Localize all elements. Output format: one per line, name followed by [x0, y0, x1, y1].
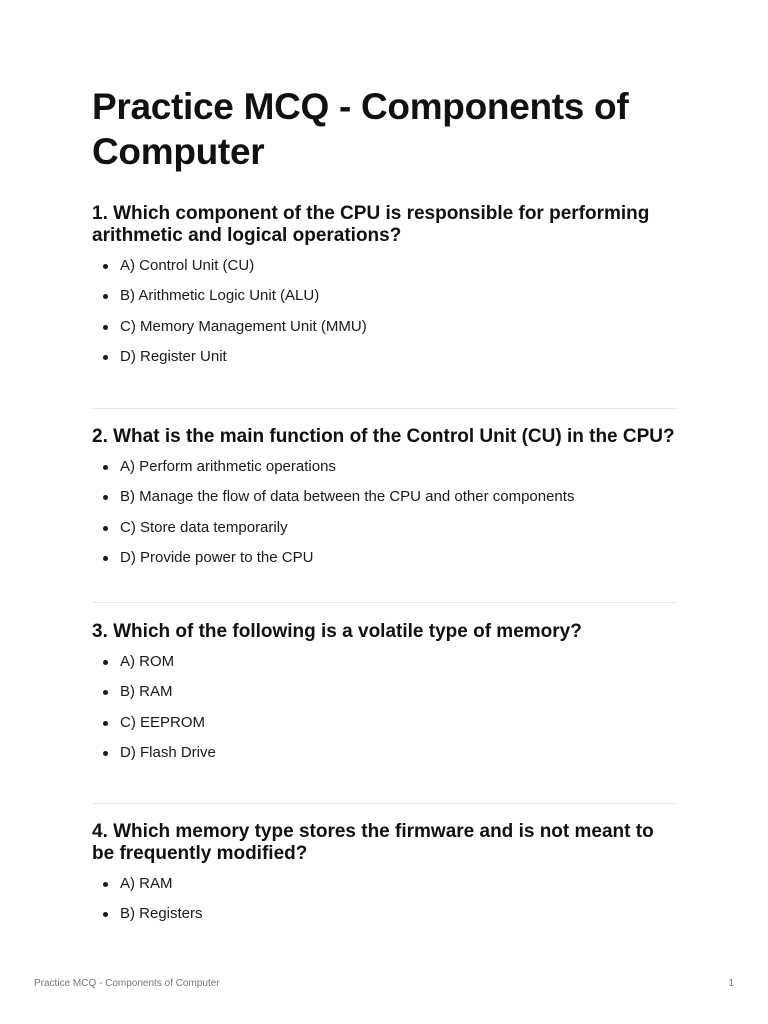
option-item — [92, 519, 677, 549]
option-item — [92, 488, 677, 518]
bullet-icon — [103, 660, 108, 665]
footer-page-number: 1 — [728, 978, 734, 989]
option-label: A) RAM — [120, 875, 173, 892]
options-list — [92, 875, 677, 936]
option-label: B) Arithmetic Logic Unit (ALU) — [120, 287, 320, 305]
option-label: C) Store data temporarily — [120, 518, 288, 536]
question-4 — [92, 821, 677, 936]
option-label: D) Flash Drive — [120, 743, 216, 761]
option-item — [92, 458, 677, 488]
bullet-icon — [103, 355, 108, 360]
bullet-icon — [103, 912, 108, 917]
question-2 — [92, 426, 677, 579]
option-label: B) Registers — [120, 905, 203, 923]
options-list — [92, 257, 677, 378]
option-item — [92, 905, 677, 935]
option-item — [92, 348, 677, 378]
divider — [92, 602, 677, 603]
question-text: 2. What is the main function of the Control Unit (CU) in the CPU? — [92, 426, 675, 447]
option-label: A) Control Unit (CU) — [120, 257, 255, 274]
option-label: C) Memory Management Unit (MMU) — [120, 317, 367, 335]
option-label: A) Perform arithmetic operations — [120, 458, 336, 475]
bullet-icon — [103, 526, 108, 531]
option-label: C) EEPROM — [120, 713, 206, 731]
question-1 — [92, 203, 677, 378]
option-item — [92, 714, 677, 744]
bullet-icon — [103, 556, 108, 561]
option-item — [92, 744, 677, 774]
option-item — [92, 318, 677, 348]
option-item — [92, 287, 677, 317]
divider — [92, 803, 677, 804]
question-text: 4. Which memory type stores the firmware and is not meant to be frequently modified? — [92, 821, 654, 864]
bullet-icon — [103, 294, 108, 299]
bullet-icon — [103, 465, 108, 470]
bullet-icon — [103, 264, 108, 269]
option-label: D) Register Unit — [120, 347, 227, 365]
question-text: 3. Which of the following is a volatile type of memory? — [92, 621, 582, 642]
divider — [92, 408, 677, 409]
option-label: B) RAM — [120, 683, 173, 701]
footer-title: Practice MCQ - Components of Computer — [34, 978, 220, 989]
bullet-icon — [103, 325, 108, 330]
question-text: 1. Which component of the CPU is responsible for performing arithmetic and logical operations? — [92, 203, 650, 246]
bullet-icon — [103, 690, 108, 695]
page-title: Practice MCQ - Components of Computer — [92, 86, 629, 172]
option-item — [92, 683, 677, 713]
option-item — [92, 549, 677, 579]
question-3 — [92, 621, 677, 774]
option-label: A) ROM — [120, 653, 175, 670]
option-item — [92, 875, 677, 905]
bullet-icon — [103, 751, 108, 756]
options-list — [92, 653, 677, 774]
bullet-icon — [103, 495, 108, 500]
option-label: D) Provide power to the CPU — [120, 548, 314, 566]
bullet-icon — [103, 882, 108, 887]
option-item — [92, 653, 677, 683]
option-item — [92, 257, 677, 287]
option-label: B) Manage the flow of data between the CPU and other components — [120, 488, 575, 506]
options-list — [92, 458, 677, 579]
bullet-icon — [103, 721, 108, 726]
